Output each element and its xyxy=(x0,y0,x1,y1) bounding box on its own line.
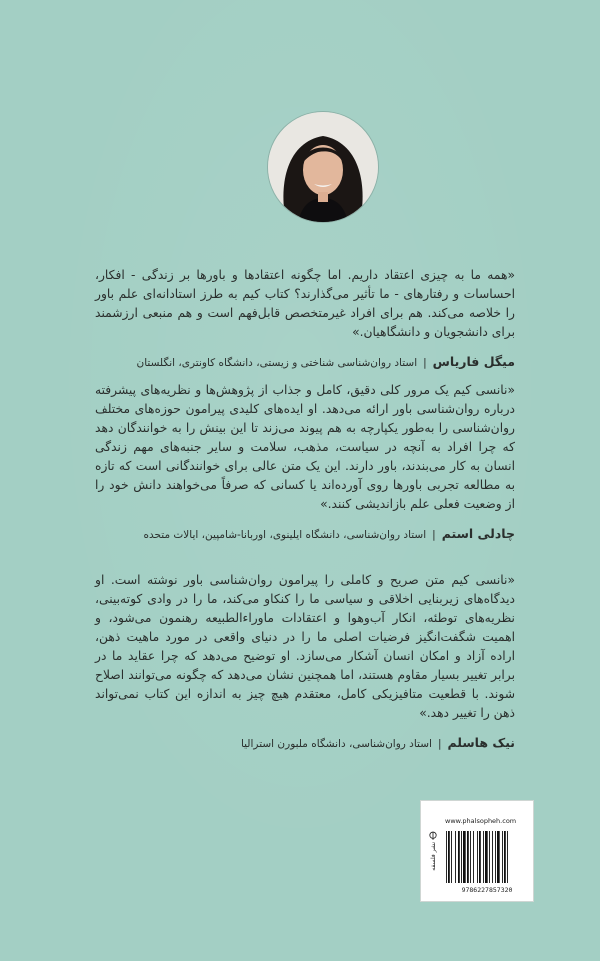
author-photo-icon xyxy=(268,112,378,222)
review-2 xyxy=(95,381,515,545)
reviewer-affiliation: استاد روان‌شناسی، دانشگاه ایلینوی، اوربانا-شامپین، ایالات متحده xyxy=(143,529,427,541)
separator: | xyxy=(423,357,427,369)
reviewer-name: میگل فاریاس xyxy=(432,354,515,369)
separator: | xyxy=(432,529,436,541)
separator: | xyxy=(437,738,442,750)
review-3 xyxy=(95,571,515,754)
isbn-number: 9786227857320 xyxy=(461,886,513,894)
publisher-url[interactable]: www.phalsopheh.com xyxy=(445,817,517,825)
review-1 xyxy=(95,266,515,373)
review-attribution xyxy=(95,352,515,373)
barcode-icon xyxy=(445,831,529,883)
review-quote: «نانسی کیم متن صریح و کاملی را پیرامون روان‌شناسی باور نوشته است. او دیدگاه‌های زیربنایی اخلاقی و سیاسی ما را کنکاو می‌کند، ما را در وادی کوته‌بینی، نظریه‌های توطئه، انکار آب‌وهوا و اعتقادات ماوراءالطبیعه رهنمون می‌شود، و اهمیت شگفت‌انگیز فرضیات اصلی ما را در دنیای واقعی در مورد ماهیت ذهن، اراده آزاد و امکان انسان آشکار می‌سازد. او توضیح می‌دهد که چرا عقاید ما در برابر تغییر بسیار مقاوم هستند، اما همچنین نشان می‌دهد که چگونه می‌توانند اصلاح شوند. با قطعیت متافیزیکی کامل، معتقدم هیچ چیز به اندازه این کتاب نمی‌تواند ذهن را تغییر دهد.» xyxy=(95,573,515,720)
author-portrait xyxy=(268,112,378,222)
reviewer-name: چادلی استم xyxy=(441,526,515,541)
reviewer-affiliation: استاد روان‌شناسی، دانشگاه ملبورن استرالیا xyxy=(240,738,432,750)
review-attribution xyxy=(95,733,515,754)
review-attribution xyxy=(95,524,515,545)
review-quote: «نانسی کیم یک مرور کلی دقیق، کامل و جذاب از پژوهش‌ها و نظریه‌های پیشرفته درباره روان‌شناسی باور ارائه می‌دهد. او ایده‌های کلیدی پیرامون حوزه‌های مختلف روان‌شناسی را به‌طور یکپارچه به هم پیوند می‌زند تا این بینش را به خوانندگان دهد که چرا افراد به آنچه در سیاست، مذهب، سلامت و سایر جنبه‌های مهم زندگی انسان به کار می‌بندند، باور دارند. این یک متن عالی برای خوانندگانی است که تازه به مطالعه تجربی باورها روی آورده‌اند یا کسانی که صرفاً می‌خواهند دانش خود را از وضعیت فعلی علم بازاندیشی کنند.» xyxy=(95,383,515,511)
publisher-name: نشر فلسفه xyxy=(429,842,437,871)
reviewer-affiliation: استاد روان‌شناسی شناختی و زیستی، دانشگاه کاونتری، انگلستان xyxy=(136,357,418,369)
isbn-panel xyxy=(420,800,534,902)
publisher-logo-icon xyxy=(424,831,442,840)
barcode xyxy=(445,831,529,883)
publisher-logo xyxy=(423,831,443,871)
reviewer-name: نیک هاسلم xyxy=(447,735,515,750)
review-quote: «همه ما به چیزی اعتقاد داریم. اما چگونه اعتقادها و باورها بر زندگی - افکار، احساسات و رفتارهای - ما تأثیر می‌گذارند؟ کتاب کیم به طرز استادانه‌ای علم باور را خلاصه می‌کند. هم برای افراد غیرمتخصص قابل‌فهم است و هم منبعی ارزشمند برای دانشجویان و دانشگاهیان.» xyxy=(95,268,515,339)
